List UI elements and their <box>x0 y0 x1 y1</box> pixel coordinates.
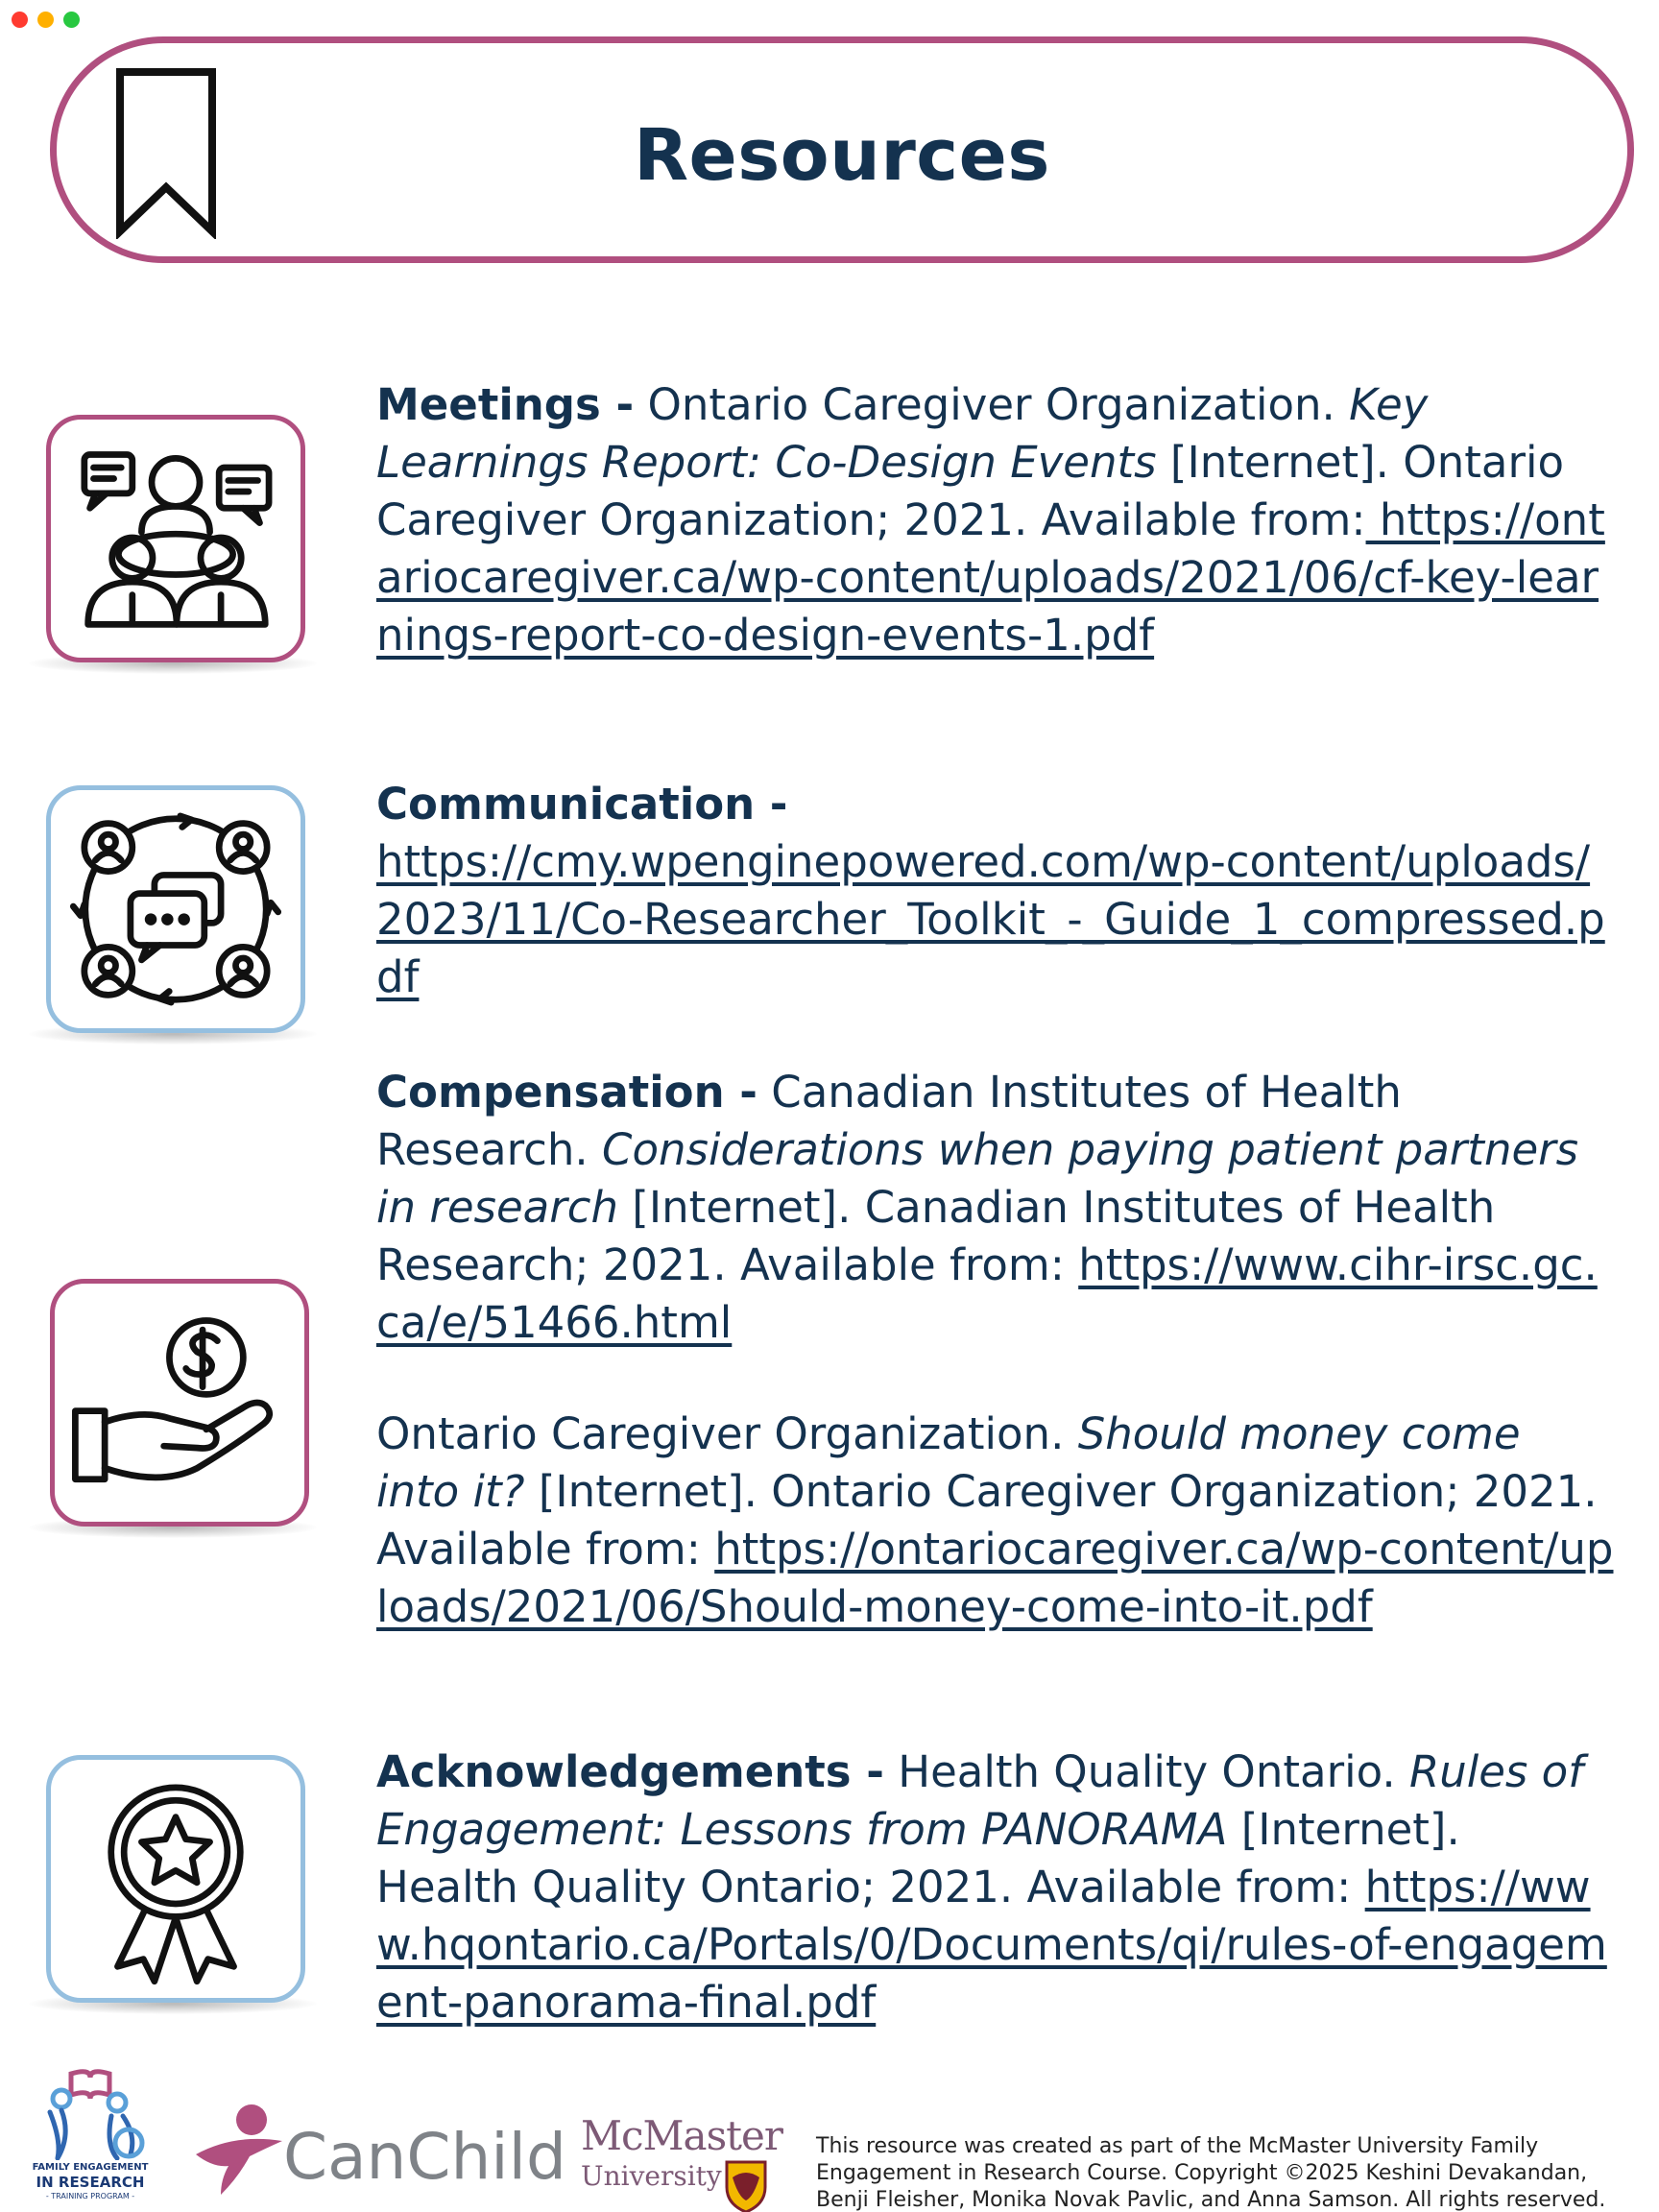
meetings-icon-card <box>46 415 305 662</box>
compensation-label: Compensation - <box>376 1067 757 1118</box>
compensation-text: Canadian Institutes of Health Research. <box>376 1067 1402 1175</box>
canchild-wordmark: CanChild <box>283 2120 566 2194</box>
compensation-2-title: Should money come into it? <box>376 1408 1521 1517</box>
university-wordmark: University <box>581 2160 722 2192</box>
maximize-window-button[interactable] <box>63 12 80 28</box>
mcmaster-logo <box>581 2112 787 2208</box>
minimize-window-button[interactable] <box>37 12 54 28</box>
mcmaster-crest-icon <box>723 2158 769 2212</box>
compensation-2-text: Ontario Caregiver Organization. <box>376 1408 1078 1459</box>
meetings-text-2: [Internet]. Ontario Caregiver Organization; 2021. Available from: <box>376 437 1564 545</box>
meetings-label: Meetings - <box>376 379 635 430</box>
compensation-entry-2 <box>376 1406 1615 1636</box>
title-banner <box>50 36 1634 263</box>
communication-icon-card <box>46 785 305 1033</box>
communication-label: Communication - <box>376 779 788 830</box>
acknowledgements-text-2: [Internet]. Health Quality Ontario; 2021. Available from: <box>376 1804 1460 1912</box>
meetings-link[interactable]: https://ontariocaregiver.ca/wp-content/uploads/2021/06/cf-key-learnings-report-co-design-events-1.pdf <box>376 494 1605 661</box>
acknowledgements-entry <box>376 1743 1615 2032</box>
compensation-entry <box>376 1064 1615 1352</box>
acknowledgements-icon-card <box>46 1755 305 2003</box>
compensation-text-2: [Internet]. Canadian Institutes of Health Research; 2021. Available from: <box>376 1182 1496 1290</box>
acknowledgements-label: Acknowledgements - <box>376 1746 884 1797</box>
fe-logo-line-3: - TRAINING PROGRAM - <box>45 2192 135 2200</box>
compensation-2-link[interactable]: https://ontariocaregiver.ca/wp-content/uploads/2021/06/Should-money-come-into-it.pdf <box>376 1524 1614 1632</box>
fe-logo-line-2: IN RESEARCH <box>36 2174 145 2191</box>
hand-money-icon <box>55 1284 304 1522</box>
compensation-link[interactable]: https://www.cihr-irsc.gc.ca/e/51466.html <box>376 1239 1598 1348</box>
compensation-title: Considerations when paying patient partners in research <box>376 1124 1579 1233</box>
acknowledgements-link[interactable]: https://www.hqontario.ca/Portals/0/Documents/qi/rules-of-engagement-panorama-final.pdf <box>376 1862 1607 2028</box>
window-controls <box>12 12 80 28</box>
communication-link[interactable]: https://cmy.wpenginepowered.com/wp-content/uploads/2023/11/Co-Researcher_Toolkit_-_Guide_1_compressed.pdf <box>376 836 1605 1002</box>
compensation-2-text-2: [Internet]. Ontario Caregiver Organization; 2021. Available from: <box>376 1466 1598 1575</box>
meeting-people-icon <box>51 420 301 658</box>
communication-entry <box>376 776 1615 1006</box>
copyright-notice: This resource was created as part of the McMaster University Family Engagement in Research Course. Copyright ©2025 Keshini Devakandan, Benji Fleisher, Monika Novak Pavlic, and Anna Samson. All rights reserved. <box>816 2134 1606 2212</box>
meetings-entry <box>376 376 1615 664</box>
acknowledgements-text: Health Quality Ontario. <box>883 1746 1409 1797</box>
mcmaster-wordmark: McMaster <box>581 2112 782 2159</box>
meetings-title: Key Learnings Report: Co-Design Events <box>376 379 1429 488</box>
award-ribbon-icon <box>51 1760 301 1998</box>
fe-logo-line-1: FAMILY ENGAGEMENT <box>32 2162 149 2173</box>
close-window-button[interactable] <box>12 12 28 28</box>
meetings-text: Ontario Caregiver Organization. <box>634 379 1350 430</box>
page-title: Resources <box>634 114 1050 197</box>
canchild-logo <box>192 2103 566 2199</box>
compensation-icon-card <box>50 1279 309 1527</box>
family-engagement-logo <box>23 2064 157 2208</box>
acknowledgements-title: Rules of Engagement: Lessons from PANORAMA <box>376 1746 1584 1855</box>
communication-network-icon <box>51 790 301 1028</box>
